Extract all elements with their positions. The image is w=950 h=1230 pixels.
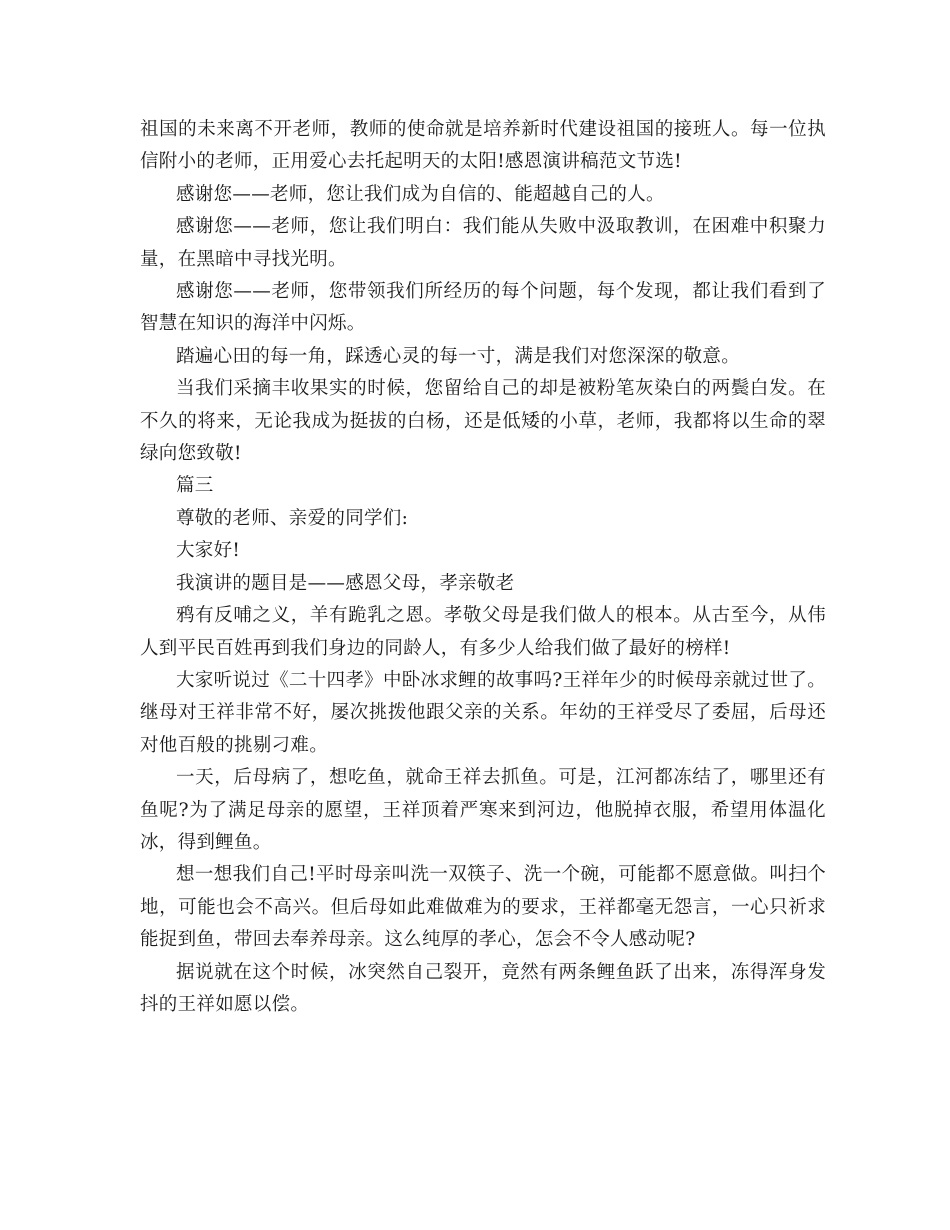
paragraph: 一天，后母病了，想吃鱼，就命王祥去抓鱼。可是，江河都冻结了，哪里还有鱼呢?为了满足母亲的愿望，王祥顶着严寒来到河边，他脱掉衣服，希望用体温化冰，得到鲤鱼。 [140, 767, 826, 853]
paragraph: 大家听说过《二十四孝》中卧冰求鲤的故事吗?王祥年少的时候母亲就过世了。继母对王祥非常不好，屡次挑拨他跟父亲的关系。年幼的王祥受尽了委屈，后母还对他百般的挑剔刁难。 [140, 669, 826, 756]
paragraph: 鸦有反哺之义，羊有跪乳之恩。孝敬父母是我们做人的根本。从古至今，从伟人到平民百姓再到我们身边的同龄人，有多少人给我们做了最好的榜样! [140, 605, 826, 659]
salutation: 尊敬的老师、亲爱的同学们: [176, 507, 409, 529]
paragraph: 祖国的未来离不开老师，教师的使命就是培养新时代建设祖国的接班人。每一位执信附小的老师，正用爱心去托起明天的太阳!感恩演讲稿范文节选! [140, 119, 826, 173]
paragraph: 想一想我们自己!平时母亲叫洗一双筷子、洗一个碗，可能都不愿意做。叫扫个地，可能也会不高兴。但后母如此难做难为的要求，王祥都毫无怨言，一心只祈求能捉到鱼，带回去奉养母亲。这么纯厚的孝心，怎会不令人感动呢? [140, 864, 826, 951]
paragraph: 当我们采摘丰收果实的时候，您留给自己的却是被粉笔灰染白的两鬓白发。在不久的将来，无论我成为挺拔的白杨，还是低矮的小草，老师，我都将以生命的翠绿向您致敬! [140, 378, 826, 465]
section-heading: 篇三 [176, 475, 214, 497]
paragraph: 感谢您——老师，您带领我们所经历的每个问题，每个发现，都让我们看到了智慧在知识的海洋中闪烁。 [140, 281, 826, 335]
document-body [140, 114, 826, 1021]
greeting: 大家好! [176, 540, 241, 562]
paragraph: 踏遍心田的每一角，踩透心灵的每一寸，满是我们对您深深的敬意。 [176, 345, 741, 367]
speech-title-line: 我演讲的题目是——感恩父母，孝亲敬老 [176, 572, 515, 594]
paragraph: 感谢您——老师，您让我们成为自信的、能超越自己的人。 [176, 183, 665, 205]
paragraph: 据说就在这个时候，冰突然自己裂开，竟然有两条鲤鱼跃了出来，冻得浑身发抖的王祥如愿以偿。 [140, 961, 826, 1015]
paragraph: 感谢您——老师，您让我们明白：我们能从失败中汲取教训，在困难中积聚力量，在黑暗中寻找光明。 [140, 216, 826, 270]
